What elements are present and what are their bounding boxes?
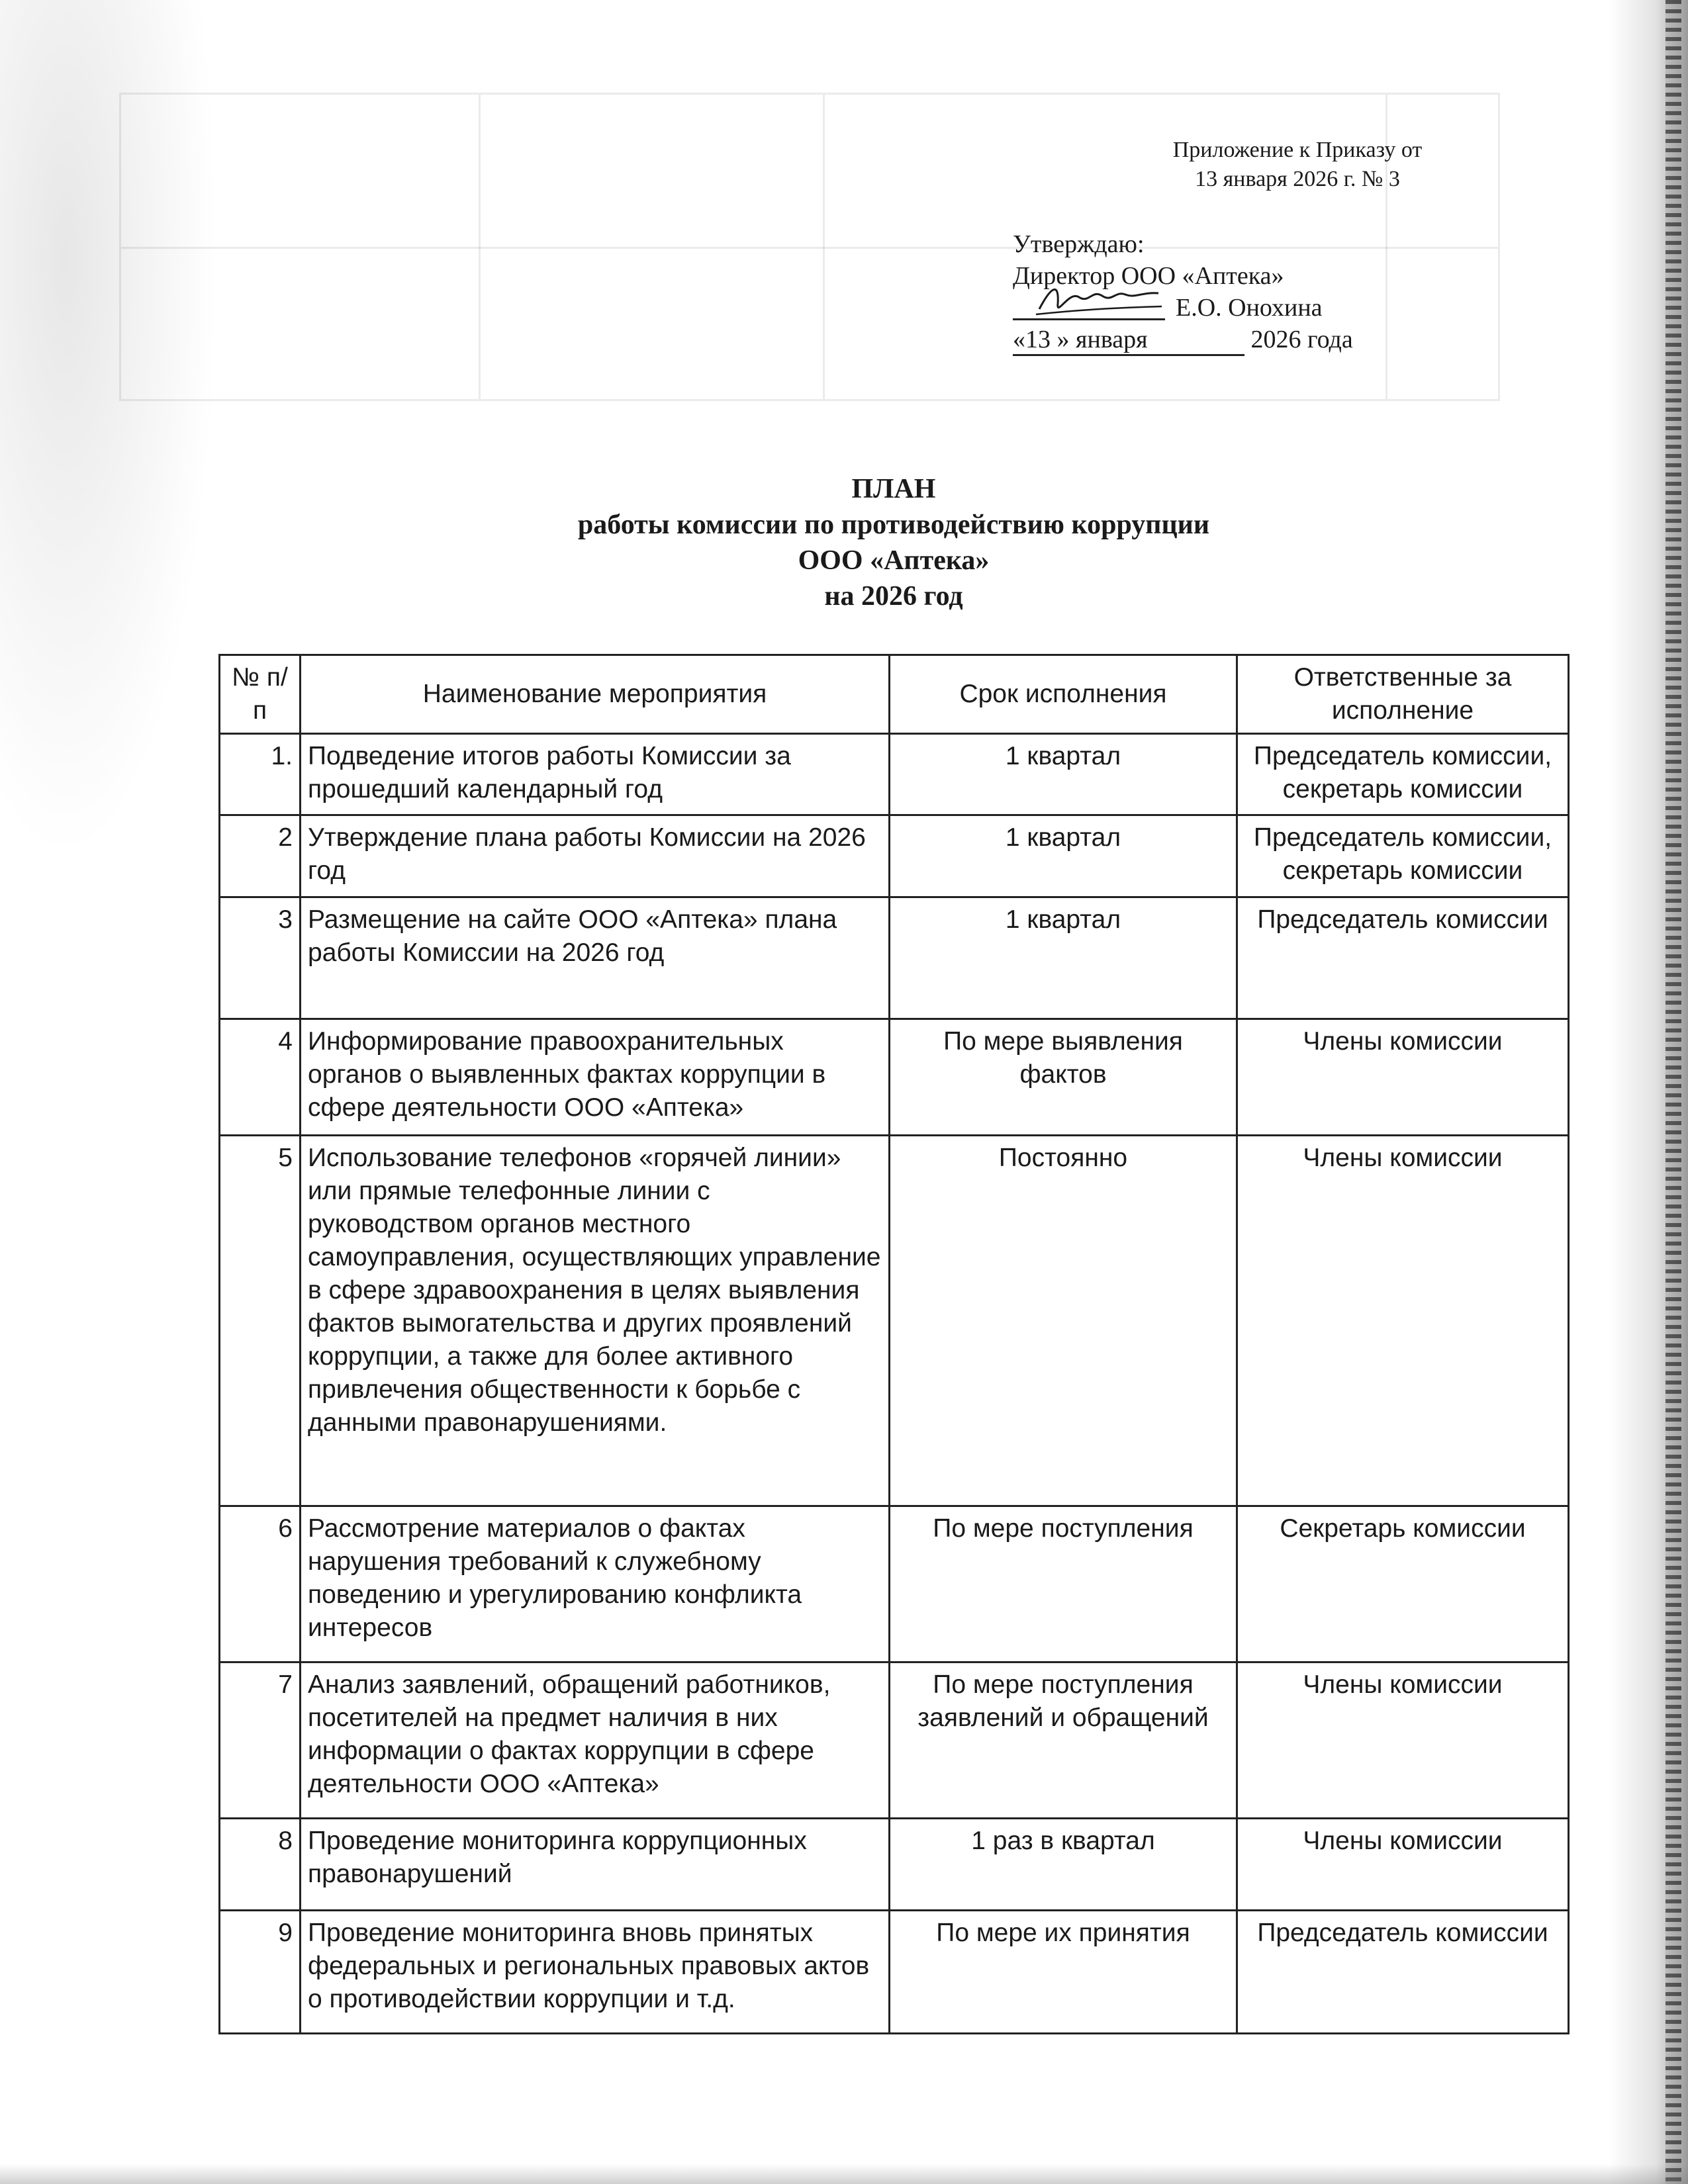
signer-name: Е.О. Онохина — [1176, 294, 1323, 322]
row-num: 1. — [220, 734, 301, 815]
row-term: 1 квартал — [890, 897, 1237, 1019]
row-term: 1 квартал — [890, 815, 1237, 897]
signature-line — [1013, 318, 1165, 320]
table-row — [220, 1911, 1569, 2034]
row-name: Рассмотрение материалов о фактах нарушения требований к служебному поведению и урегулированию конфликта интересов — [301, 1506, 890, 1662]
row-term: По мере поступления заявлений и обращений — [890, 1662, 1237, 1819]
row-num: 8 — [220, 1819, 301, 1911]
row-resp: Председатель комиссии, секретарь комиссии — [1237, 734, 1569, 815]
approval-date-year: 2026 года — [1250, 326, 1353, 353]
row-name: Утверждение плана работы Комиссии на 2026 год — [301, 815, 890, 897]
title-line-4: на 2026 год — [824, 581, 963, 612]
signature-row — [1013, 292, 1423, 324]
row-name: Размещение на сайте ООО «Аптека» плана работы Комиссии на 2026 год — [301, 897, 890, 1019]
title-line-2: работы комиссии по противодействию коррупции — [577, 510, 1210, 540]
scan-edge-strip — [1665, 0, 1681, 2184]
approval-block — [1013, 228, 1423, 356]
approval-date — [1013, 324, 1423, 356]
row-term: 1 раз в квартал — [890, 1819, 1237, 1911]
row-term: Постоянно — [890, 1136, 1237, 1506]
header-term: Срок исполнения — [890, 655, 1237, 734]
table-row — [220, 1136, 1569, 1506]
row-resp: Члены комиссии — [1237, 1662, 1569, 1819]
row-name: Информирование правоохранительных органов о выявленных фактах коррупции в сфере деятельности ООО «Аптека» — [301, 1019, 890, 1136]
scan-shadow-bottom — [0, 2164, 1688, 2184]
signature-icon — [1033, 277, 1165, 324]
table-row — [220, 1819, 1569, 1911]
table-header-row — [220, 655, 1569, 734]
header-resp: Ответственные за исполнение — [1237, 655, 1569, 734]
table-row — [220, 1506, 1569, 1662]
title-line-1: ПЛАН — [851, 474, 936, 504]
director-title: Директор ООО «Аптека» — [1013, 262, 1284, 290]
document-title — [331, 471, 1456, 614]
title-line-3: ООО «Аптека» — [798, 545, 990, 576]
row-term: По мере выявления фактов — [890, 1019, 1237, 1136]
row-resp: Члены комиссии — [1237, 1019, 1569, 1136]
row-name: Проведение мониторинга вновь принятых федеральных и региональных правовых актов о противодействии коррупции и т.д. — [301, 1911, 890, 2034]
row-name: Анализ заявлений, обращений работников, посетителей на предмет наличия в них информации о фактах коррупции в сфере деятельности ООО «Аптека» — [301, 1662, 890, 1819]
row-num: 6 — [220, 1506, 301, 1662]
row-name: Подведение итогов работы Комиссии за прошедший календарный год — [301, 734, 890, 815]
annex-line-2: 13 января 2026 г. № 3 — [1195, 167, 1400, 191]
table-row — [220, 897, 1569, 1019]
row-num: 7 — [220, 1662, 301, 1819]
plan-table — [218, 654, 1570, 2034]
row-resp: Председатель комиссии — [1237, 897, 1569, 1019]
table-row — [220, 1662, 1569, 1819]
row-resp: Члены комиссии — [1237, 1819, 1569, 1911]
table-row — [220, 815, 1569, 897]
row-term: По мере их принятия — [890, 1911, 1237, 2034]
row-num: 5 — [220, 1136, 301, 1506]
table-row — [220, 1019, 1569, 1136]
header-num: № п/п — [220, 655, 301, 734]
row-name: Использование телефонов «горячей линии» или прямые телефонные линии с руководством органов местного самоуправления, осуществляющих управление в сфере здравоохранения в целях выявления фактов вымогательства и других проявлений коррупции, а также для более активного привлечения общественности к борьбе с данными правонарушениями. — [301, 1136, 890, 1506]
row-name: Проведение мониторинга коррупционных правонарушений — [301, 1819, 890, 1911]
row-num: 9 — [220, 1911, 301, 2034]
row-term: По мере поступления — [890, 1506, 1237, 1662]
approval-date-day: «13 » января — [1013, 325, 1244, 356]
row-resp: Председатель комиссии — [1237, 1911, 1569, 2034]
approve-label: Утверждаю: — [1013, 230, 1145, 258]
row-term: 1 квартал — [890, 734, 1237, 815]
row-resp: Секретарь комиссии — [1237, 1506, 1569, 1662]
row-num: 2 — [220, 815, 301, 897]
annex-note — [1125, 136, 1470, 194]
row-num: 3 — [220, 897, 301, 1019]
annex-line-1: Приложение к Приказу от — [1172, 138, 1423, 162]
header-name: Наименование мероприятия — [301, 655, 890, 734]
table-row — [220, 734, 1569, 815]
row-resp: Председатель комиссии, секретарь комиссии — [1237, 815, 1569, 897]
row-num: 4 — [220, 1019, 301, 1136]
row-resp: Члены комиссии — [1237, 1136, 1569, 1506]
